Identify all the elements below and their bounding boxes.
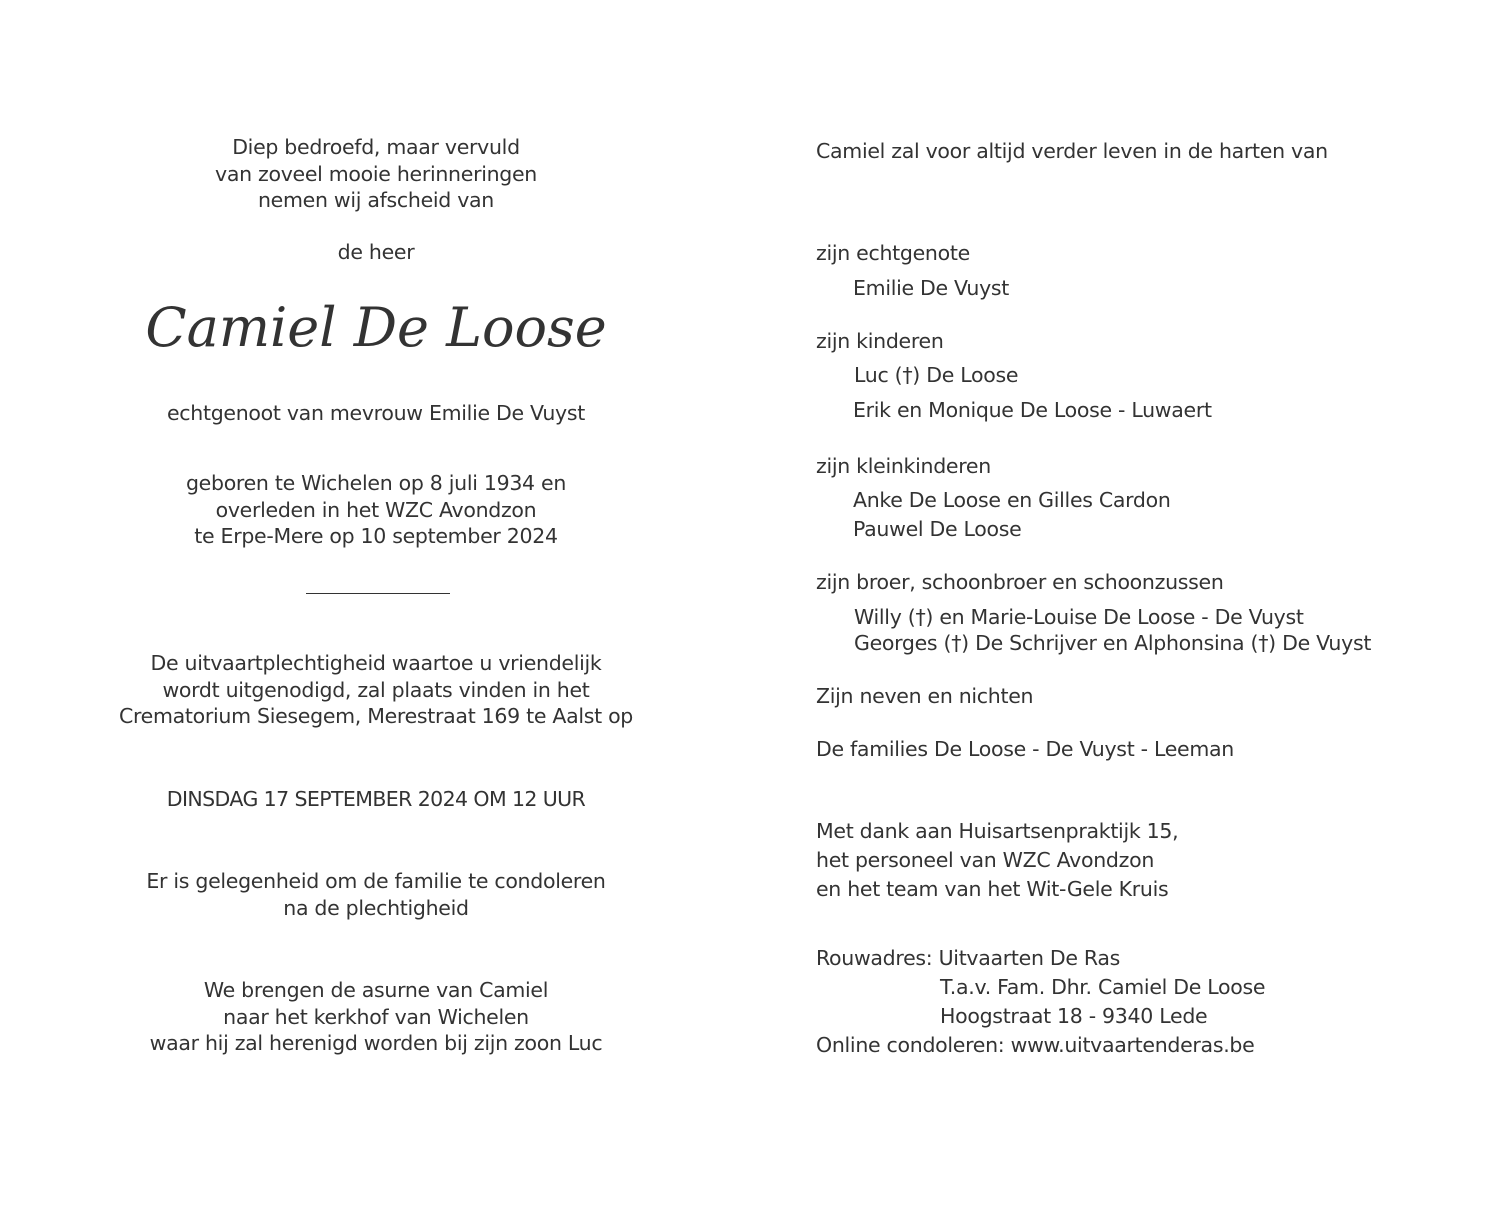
life-line: geboren te Wichelen op 8 juli 1934 en: [185, 471, 567, 495]
ceremony-line: wordt uitgenodigd, zal plaats vinden in het: [162, 677, 590, 702]
sibling-name: Georges (†) De Schrijver en Alphonsina (†) De Vuyst: [854, 631, 1372, 655]
children-heading: zijn kinderen: [816, 329, 944, 353]
urn-text: [100, 977, 652, 1057]
deceased-name: Camiel De Loose: [145, 296, 607, 359]
child-name: Luc (†) De Loose: [854, 363, 1019, 387]
thanks-line: het personeel van WZC Avondzon: [816, 848, 1155, 872]
honorific: de heer: [337, 240, 415, 264]
ceremony-text: [100, 650, 652, 730]
address-label: Rouwadres: Uitvaarten De Ras: [816, 946, 1121, 970]
life-dates: [100, 470, 652, 550]
address-line: T.a.v. Fam. Dhr. Camiel De Loose: [940, 975, 1266, 999]
grandchild-name: Pauwel De Loose: [853, 517, 1022, 541]
spouse-heading: zijn echtgenote: [816, 241, 970, 265]
address-line: Hoogstraat 18 - 9340 Lede: [940, 1004, 1208, 1028]
child-name: Erik en Monique De Loose - Luwaert: [853, 398, 1212, 422]
thanks-line: en het team van het Wit-Gele Kruis: [816, 877, 1169, 901]
sibling-name: Willy (†) en Marie-Louise De Loose - De Vuyst: [854, 605, 1304, 629]
divider-line: [306, 593, 450, 594]
life-line: overleden in het WZC Avondzon: [215, 497, 537, 522]
grandchild-name: Anke De Loose en Gilles Cardon: [853, 488, 1171, 512]
online-condolence-line: Online condoleren: www.uitvaartenderas.be: [816, 1033, 1255, 1057]
family-intro: Camiel zal voor altijd verder leven in de harten van: [816, 139, 1328, 163]
condolence-line: na de plechtigheid: [283, 895, 469, 920]
condolence-line: Er is gelegenheid om de familie te condoleren: [146, 869, 606, 893]
thanks-line: Met dank aan Huisartsenpraktijk 15,: [816, 819, 1179, 843]
ceremony-line: De uitvaartplechtigheid waartoe u vriendelijk: [150, 651, 602, 675]
families-line: De families De Loose - De Vuyst - Leeman: [816, 737, 1234, 761]
intro-line: van zoveel mooie herinneringen: [214, 161, 537, 186]
condolence-text: [100, 868, 652, 921]
urn-line: We brengen de asurne van Camiel: [203, 978, 549, 1002]
urn-line: waar hij zal herenigd worden bij zijn zoon Luc: [149, 1031, 603, 1055]
cousins-line: Zijn neven en nichten: [816, 684, 1034, 708]
intro-line: Diep bedroefd, maar vervuld: [232, 135, 520, 159]
ceremony-line: Crematorium Siesegem, Merestraat 169 te Aalst op: [118, 704, 634, 728]
urn-line: naar het kerkhof van Wichelen: [223, 1004, 529, 1029]
spouse-line: echtgenoot van mevrouw Emilie De Vuyst: [166, 401, 585, 425]
intro-line: nemen wij afscheid van: [257, 188, 495, 212]
grandchildren-heading: zijn kleinkinderen: [816, 454, 991, 478]
siblings-heading: zijn broer, schoonbroer en schoonzussen: [816, 570, 1224, 594]
event-date: DINSDAG 17 SEPTEMBER 2024 OM 12 UUR: [166, 787, 586, 811]
intro-text: [100, 134, 652, 214]
life-line: te Erpe-Mere op 10 september 2024: [194, 524, 558, 548]
spouse-name: Emilie De Vuyst: [853, 276, 1010, 300]
